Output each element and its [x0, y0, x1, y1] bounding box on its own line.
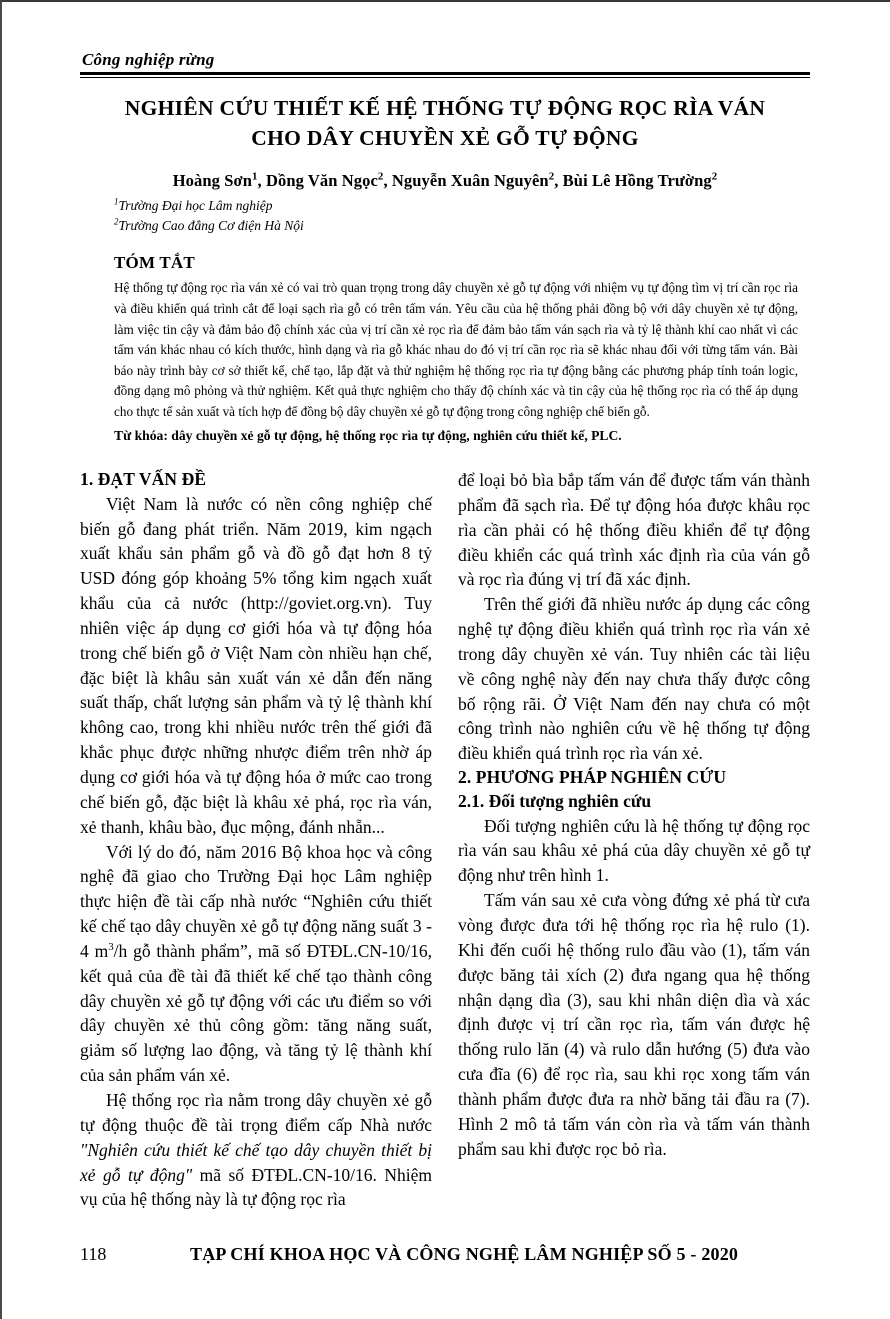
abstract-body	[114, 278, 798, 422]
page-content	[80, 50, 810, 1212]
body-columns	[80, 468, 810, 1212]
right-column	[458, 468, 810, 1212]
affiliation-2: $^2$Trường Cao đẳng Cơ điện Hà Nội	[114, 216, 304, 233]
section-heading-2: 2. PHƯƠNG PHÁP NGHIÊN CỨU	[458, 767, 727, 788]
section-heading-1: 1. ĐẠT VẤN ĐỀ	[80, 468, 207, 489]
paragraph: Với lý do đó, năm 2016 Bộ khoa học và công nghệ đã giao cho Trường Đại học Lâm nghiệp thực hiện đề tài cấp nhà nước “Nghiên cứu thiết kế chế tạo dây chuyền xẻ gỗ tự động năng suất 3 - 4 $m^3/h$ gỗ thành phẩm”, mã số ĐTĐL.CN-10/16, kết quả của đề tài đã thiết kế chế tạo thành công dây chuyền xẻ gỗ tự động với các ưu điểm so với dây chuyền xẻ thủ công gồm: tăng năng suất, giảm số lượng lao động, và tăng tỷ lệ thành khí của sản phẩm ván xẻ.	[80, 841, 432, 1086]
abstract-text: Hệ thống tự động rọc rìa ván xẻ có vai trò quan trọng trong dây chuyền xẻ gỗ tự động với nhiệm vụ tự động tìm vị trí cần rọc rìa và điều khiển quá trình cắt để loại sạch rìa gỗ có trên tấm ván. Yêu cầu của hệ thống phải đồng bộ với dây chuyền xẻ tự động, làm việc tin cậy và đảm bảo độ chính xác của vị trí cần xẻ rọc rìa để đảm bảo tấm ván sạch rìa và tỷ lệ thành khí cao nhất vì các tấm ván khác nhau có kích thước, hình dạng và rìa gỗ khác nhau do đó vị trí cần rọc rìa sẽ khác nhau đối với từng tấm ván. Bài báo này trình bày cơ sở thiết kế, chế tạo, lắp đặt và thử nghiệm hệ thống rọc rìa tự động bằng các phương pháp tính toán logic, đồng dạng mô phỏng và thử nghiệm. Kết quả thực nghiệm cho thấy độ chính xác và tin cậy của hệ thống rọc rìa có thể áp dụng cho thực tế sản xuất và tích hợp để đồng bộ dây chuyền xẻ gỗ tự động trong công nghiệp chế biến gỗ.	[114, 280, 798, 419]
paragraph: Hệ thống rọc rìa nằm trong dây chuyền xẻ gỗ tự động thuộc đề tài trọng điểm cấp Nhà nước "Nghiên cứu thiết kế chế tạo dây chuyền thiết bị xẻ gỗ tự động" mã số ĐTĐL.CN-10/16. Nhiệm vụ của hệ thống này là tự động rọc rìa	[80, 1089, 432, 1210]
affiliation-1: $^1$Trường Đại học Lâm nghiệp	[114, 196, 273, 214]
left-column	[80, 468, 432, 1212]
abstract-heading: TÓM TẮT	[114, 253, 195, 273]
subsection-heading-2-1: 2.1. Đối tượng nghiên cứu	[458, 790, 652, 811]
running-head: Công nghiệp rừng	[82, 50, 215, 69]
paragraph: Đối tượng nghiên cứu là hệ thống tự động rọc rìa ván sau khâu xẻ phá của dây chuyền xẻ gỗ tự động như trên hình 1.	[458, 815, 810, 886]
journal-footer-line: TẠP CHÍ KHOA HỌC VÀ CÔNG NGHỆ LÂM NGHIỆP SỐ 5 - 2020	[190, 1244, 739, 1264]
author-list: Hoàng Sơn$^1$, Dồng Văn Ngọc$^2$, Nguyễn Xuân Nguyên$^2$, Bùi Lê Hồng Trường$^2$	[172, 170, 718, 191]
keywords-line: Từ khóa: dây chuyền xẻ gỗ tự động, hệ thống rọc rìa tự động, nghiên cứu thiết kế, PLC.	[114, 427, 622, 443]
page-number: 118	[80, 1244, 107, 1264]
header-rule	[80, 72, 810, 78]
paragraph: để loại bỏ bìa bắp tấm ván để được tấm ván thành phẩm đã sạch rìa. Để tự động hóa được khâu rọc rìa cần phải có hệ thống điều khiển để tự động điều khiển các quá trình xác định rìa của ván gỗ và rọc rìa đúng vị trí đã xác định.	[458, 469, 810, 590]
page-title: NGHIÊN CỨU THIẾT KẾ HỆ THỐNG TỰ ĐỘNG RỌC RÌA VÁN CHO DÂY CHUYỀN XẺ GỖ TỰ ĐỘNG	[124, 96, 766, 150]
paragraph: Việt Nam là nước có nền công nghiệp chế biến gỗ đang phát triển. Năm 2019, kim ngạch xuất khẩu sản phẩm gỗ và đồ gỗ đạt hơn 8 tỷ USD đóng góp khoảng 5% tổng kim ngạch xuất khẩu của cả nước (http://goviet.org.vn). Tuy nhiên việc áp dụng cơ giới hóa và tự động hóa trong chế biến gỗ ở Việt Nam còn nhiều hạn chế, đặc biệt là khâu sản xuất ván xẻ dẫn đến năng suất thấp, chất lượng sản phẩm và tỷ lệ thành khí không cao, trong khi nhiều nước trên thế giới đã khắc phục được những nhược điểm trên nhờ áp dụng cơ giới hóa và tự động hóa ở mức cao trong chế biến gỗ, đặc biệt là khâu xẻ phá, rọc rìa ván, xẻ thanh, khâu bào, đục mộng, đánh nhẵn...	[80, 493, 432, 837]
affiliation-list	[114, 196, 810, 235]
paragraph: Trên thế giới đã nhiều nước áp dụng các công nghệ tự động điều khiển quá trình rọc rìa ván xẻ trong dây chuyền xẻ ván. Tuy nhiên các tài liệu về công nghệ này đến nay chưa thấy được công bố rộng rãi. Ở Việt Nam đến nay chưa có một công trình nào nghiên cứu về hệ thống tự động điều khiển quá trình rọc rìa ván xẻ.	[458, 594, 810, 764]
paragraph: Tấm ván sau xẻ cưa vòng đứng xẻ phá từ cưa vòng được đưa tới hệ thống rọc rìa hệ rulo (1). Khi đến cuối hệ thống rulo đầu vào (1), tấm ván được băng tải xích (2) đưa ngang qua hệ thống nhận dạng dìa (3), sau khi nhân diện dìa và xác định được vị trí cần rọc rìa, tấm ván được hệ thống rulo lăn (4) và rulo dẫn hướng (5) đưa vào cưa đĩa (6) để rọc rìa, sau khi rọc xong tấm ván thành phẩm được đưa ra nhờ băng tải đầu ra (7). Hình 2 mô tả tấm ván còn rìa và tấm ván thành phẩm sau khi được rọc bỏ rìa.	[458, 890, 810, 1159]
page-footer	[80, 1244, 810, 1265]
